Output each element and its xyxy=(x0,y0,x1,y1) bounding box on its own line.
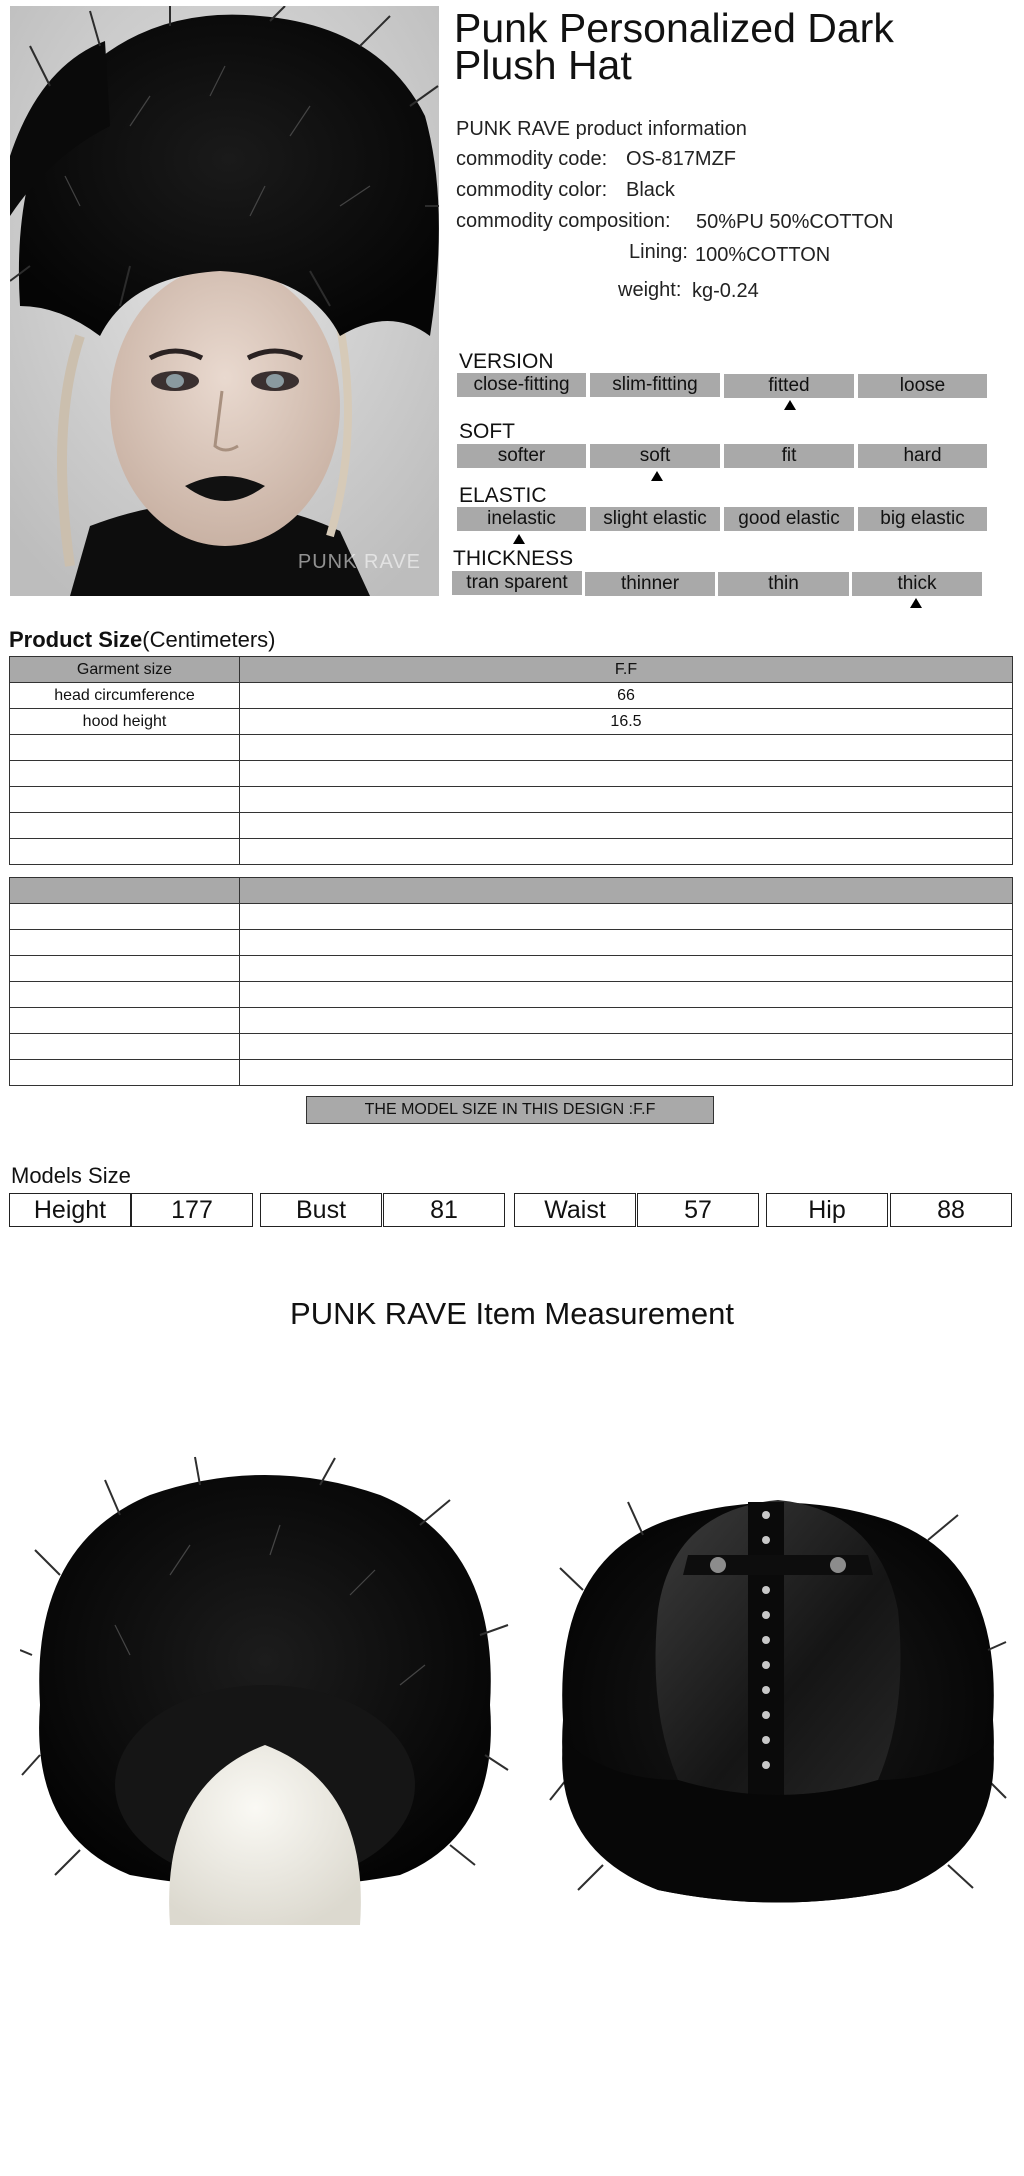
soft-option-fit: fit xyxy=(724,444,854,468)
product-size-unit: (Centimeters) xyxy=(142,627,276,652)
elastic-option-good-elastic: good elastic xyxy=(724,507,854,531)
version-option-fitted: fitted xyxy=(724,374,854,398)
row-value xyxy=(240,735,1013,761)
row-value xyxy=(240,787,1013,813)
color-label: commodity color: xyxy=(456,179,608,201)
row-label: hood height xyxy=(10,709,240,735)
thickness-option-thinner: thinner xyxy=(585,572,715,596)
row-label xyxy=(10,1060,240,1086)
soft-label: SOFT xyxy=(459,420,515,443)
table-header-row xyxy=(10,657,1013,683)
lining-value: 100%COTTON xyxy=(695,244,831,266)
weight-value: kg-0.24 xyxy=(692,280,759,302)
table-header-row xyxy=(10,878,1013,904)
row-label xyxy=(10,982,240,1008)
header-cell xyxy=(240,878,1013,904)
header-garment-size: Garment size xyxy=(10,657,240,683)
row-label xyxy=(10,735,240,761)
fur-hat-back-with-leather-studs-icon xyxy=(548,1480,1008,1925)
version-option-loose: loose xyxy=(858,374,987,398)
elastic-option-big-elastic: big elastic xyxy=(858,507,987,531)
elastic-selected-marker-icon xyxy=(513,534,525,544)
table-row xyxy=(10,683,1013,709)
row-value xyxy=(240,813,1013,839)
model-waist-value: 57 xyxy=(637,1193,759,1227)
row-label xyxy=(10,787,240,813)
row-value: 16.5 xyxy=(240,709,1013,735)
table-row xyxy=(10,982,1013,1008)
composition-label: commodity composition: xyxy=(456,210,671,232)
row-value: 66 xyxy=(240,683,1013,709)
row-value xyxy=(240,839,1013,865)
row-label xyxy=(10,839,240,865)
row-label xyxy=(10,904,240,930)
soft-option-soft: soft xyxy=(590,444,720,468)
code-value: OS-817MZF xyxy=(626,148,737,170)
row-value xyxy=(240,1060,1013,1086)
row-value xyxy=(240,956,1013,982)
model-wearing-black-fur-hat-icon xyxy=(10,6,439,596)
model-height-value: 177 xyxy=(131,1193,253,1227)
version-option-slim-fitting: slim-fitting xyxy=(590,373,720,397)
brand-info: PUNK RAVE product information xyxy=(456,118,747,140)
table-row xyxy=(10,735,1013,761)
model-waist-label: Waist xyxy=(514,1193,636,1227)
fur-hat-front-on-mannequin-icon xyxy=(20,1455,510,1925)
table-row xyxy=(10,761,1013,787)
model-bust-value: 81 xyxy=(383,1193,505,1227)
row-label: head circumference xyxy=(10,683,240,709)
hat-back-image xyxy=(548,1480,1008,1925)
row-value xyxy=(240,761,1013,787)
code-label: commodity code: xyxy=(456,148,608,170)
version-selected-marker-icon xyxy=(784,400,796,410)
row-label xyxy=(10,761,240,787)
model-hip-value: 88 xyxy=(890,1193,1012,1227)
header-size-ff: F.F xyxy=(240,657,1013,683)
elastic-option-slight-elastic: slight elastic xyxy=(590,507,720,531)
hat-front-image xyxy=(20,1455,510,1925)
version-label: VERSION xyxy=(459,350,554,373)
soft-option-softer: softer xyxy=(457,444,586,468)
product-size-title-bold: Product Size xyxy=(9,627,143,652)
hero-photo xyxy=(10,6,439,596)
row-value xyxy=(240,982,1013,1008)
model-height-label: Height xyxy=(9,1193,131,1227)
model-bust-label: Bust xyxy=(260,1193,382,1227)
row-label xyxy=(10,1034,240,1060)
row-label xyxy=(10,1008,240,1034)
soft-selected-marker-icon xyxy=(651,471,663,481)
row-value xyxy=(240,904,1013,930)
product-size-title xyxy=(9,627,276,653)
color-value: Black xyxy=(626,179,675,201)
row-value xyxy=(240,1034,1013,1060)
table-row xyxy=(10,956,1013,982)
table-row xyxy=(10,904,1013,930)
thickness-selected-marker-icon xyxy=(910,598,922,608)
table-row xyxy=(10,787,1013,813)
row-value xyxy=(240,1008,1013,1034)
product-title: Punk Personalized Dark Plush Hat xyxy=(454,5,894,88)
weight-label: weight: xyxy=(618,279,682,301)
table-row xyxy=(10,1060,1013,1086)
model-hip-label: Hip xyxy=(766,1193,888,1227)
composition-value: 50%PU 50%COTTON xyxy=(696,211,894,233)
thickness-option-thick: thick xyxy=(852,572,982,596)
header-cell xyxy=(10,878,240,904)
row-label xyxy=(10,930,240,956)
measurement-title: PUNK RAVE Item Measurement xyxy=(290,1296,734,1331)
soft-option-hard: hard xyxy=(858,444,987,468)
row-label xyxy=(10,956,240,982)
model-size-banner: THE MODEL SIZE IN THIS DESIGN :F.F xyxy=(306,1096,714,1124)
secondary-size-table xyxy=(9,877,1013,1086)
lining-label: Lining: xyxy=(629,241,688,263)
thickness-option-thin: thin xyxy=(718,572,849,596)
thickness-label: THICKNESS xyxy=(453,547,574,570)
models-size-title: Models Size xyxy=(11,1163,131,1188)
thickness-option-transparent: tran sparent xyxy=(452,571,582,595)
table-row xyxy=(10,930,1013,956)
table-row xyxy=(10,813,1013,839)
product-size-table xyxy=(9,656,1013,865)
table-row xyxy=(10,1008,1013,1034)
elastic-label: ELASTIC xyxy=(459,484,547,507)
elastic-option-inelastic: inelastic xyxy=(457,507,586,531)
version-option-close-fitting: close-fitting xyxy=(457,373,586,397)
table-row xyxy=(10,839,1013,865)
watermark: PUNK RAVE xyxy=(297,551,421,573)
row-label xyxy=(10,813,240,839)
table-row xyxy=(10,1034,1013,1060)
row-value xyxy=(240,930,1013,956)
table-row xyxy=(10,709,1013,735)
